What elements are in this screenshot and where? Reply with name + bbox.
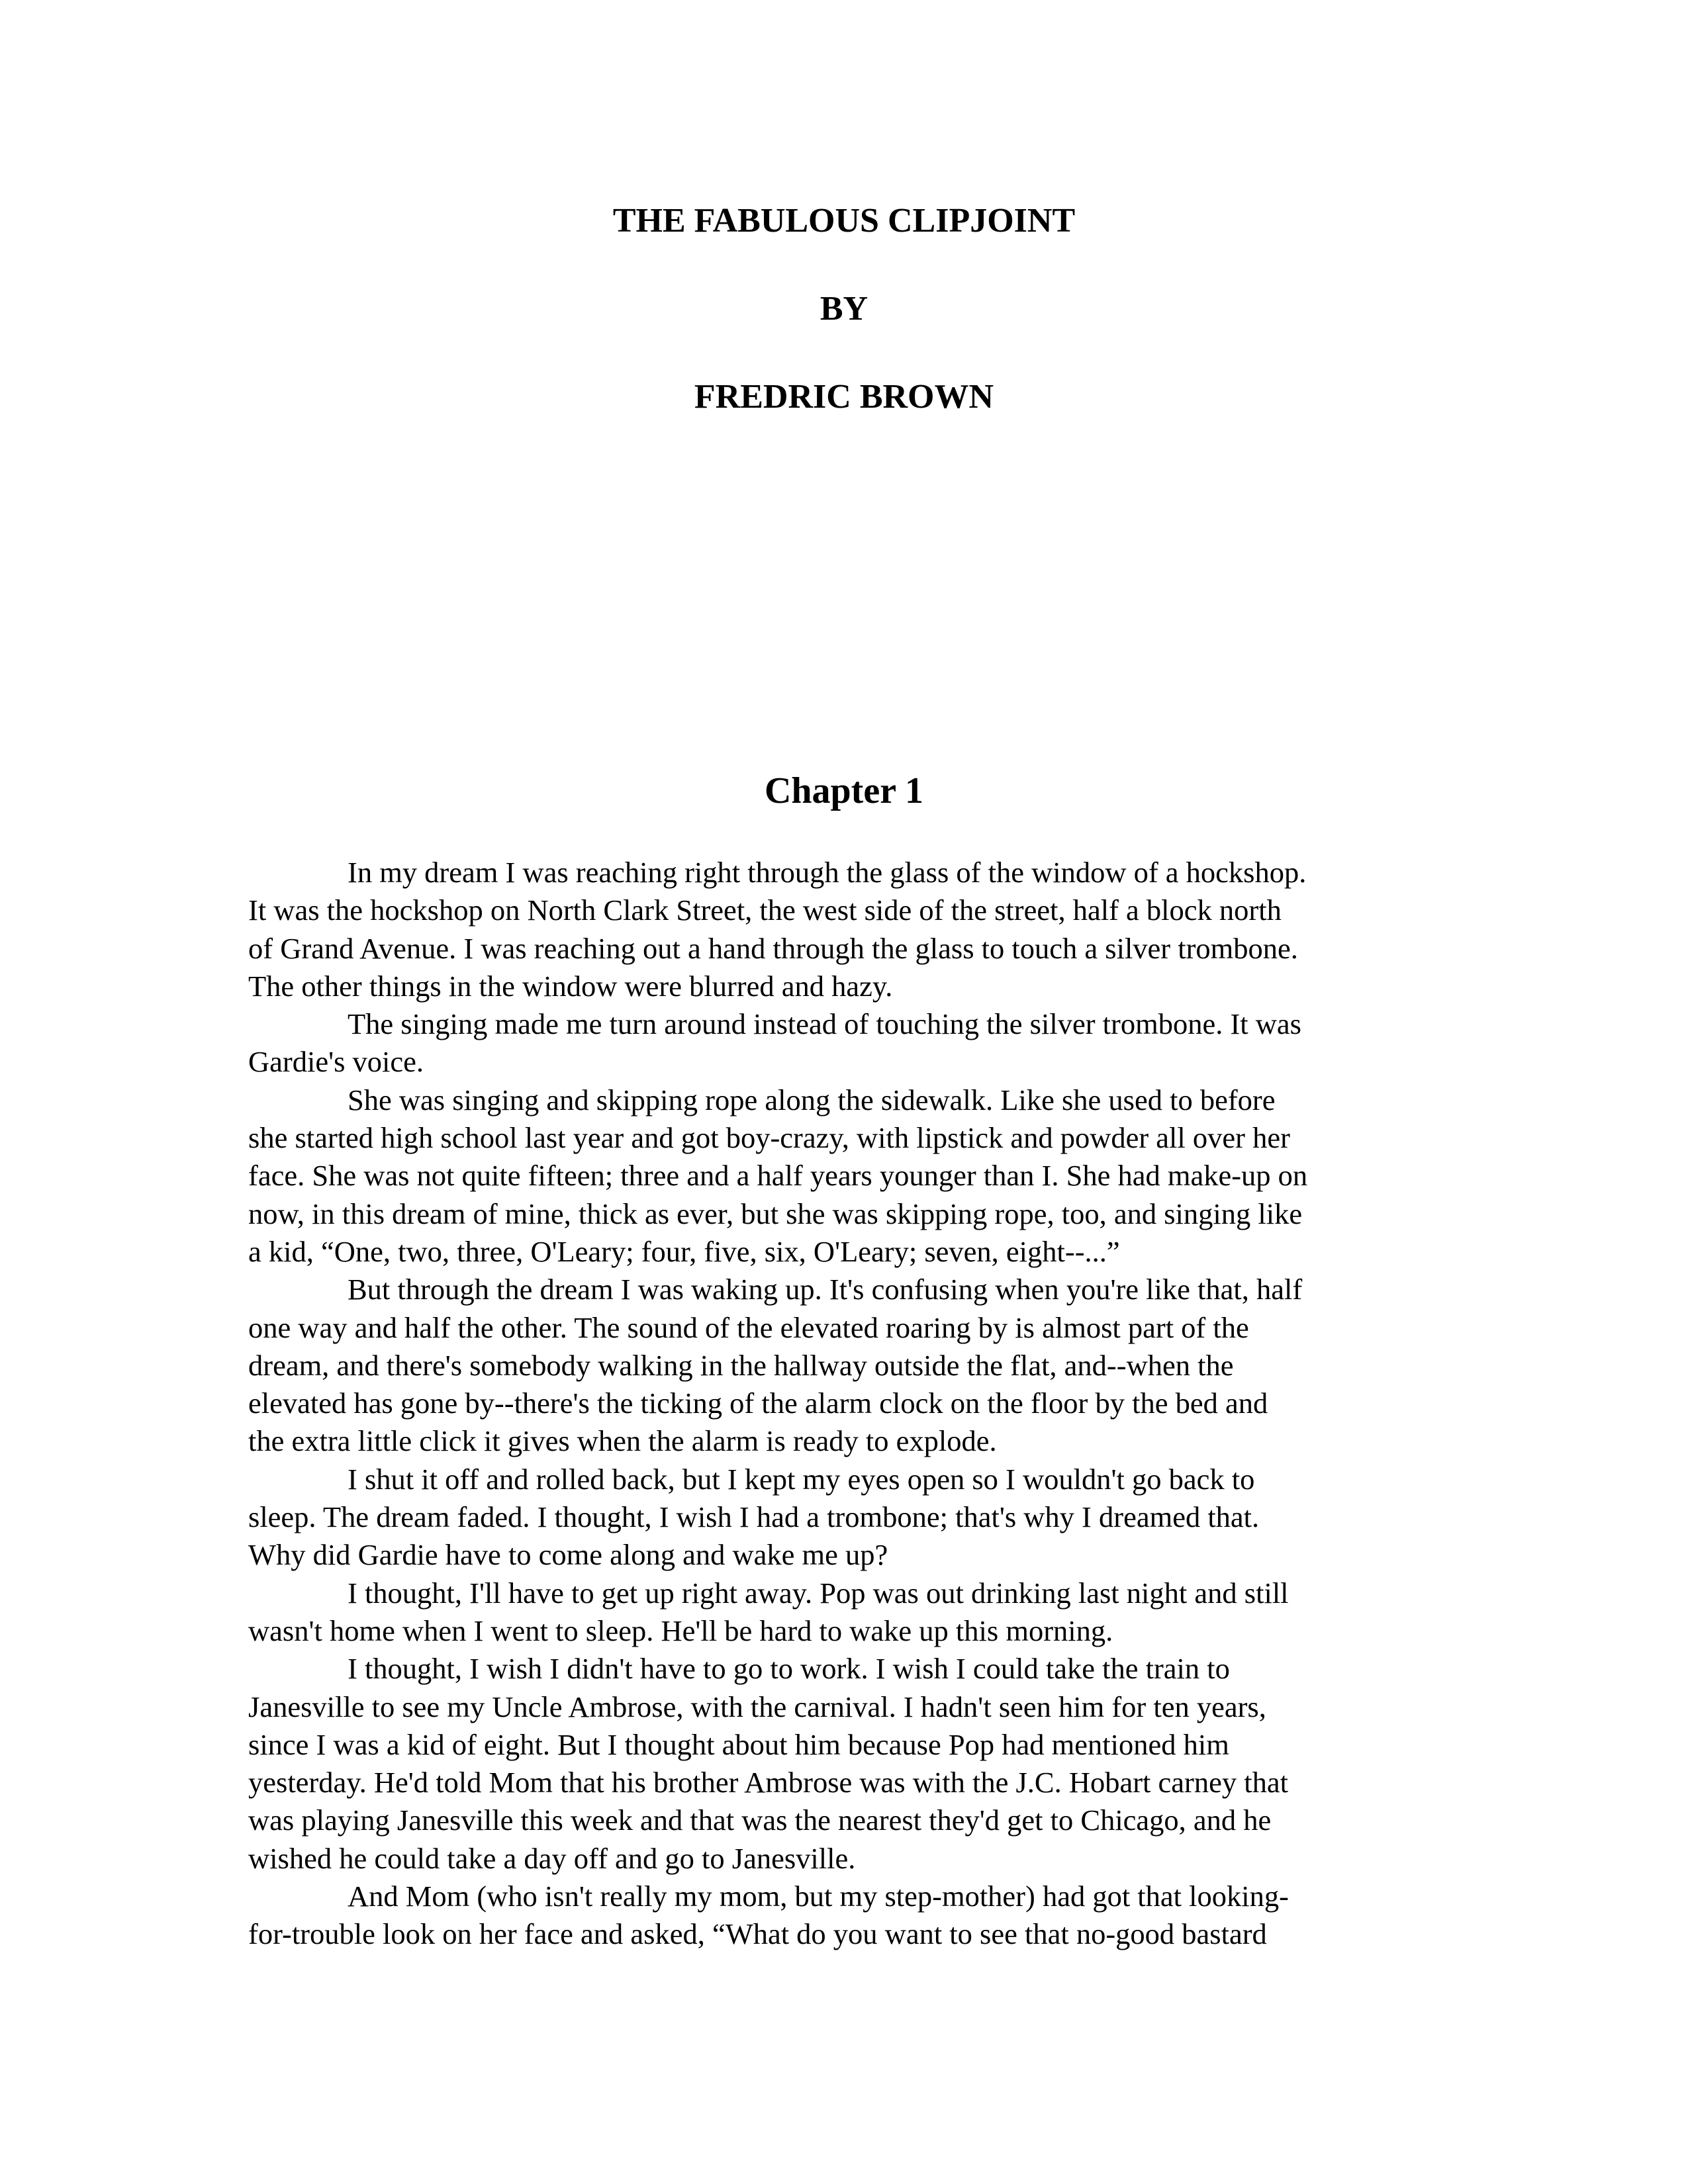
- text-line: was playing Janesville this week and that was the nearest they'd get to Chicago, and he: [248, 1803, 1272, 1837]
- text-line: sleep. The dream faded. I thought, I wish I had a trombone; that's why I dreamed that.: [248, 1500, 1260, 1534]
- text-line: The singing made me turn around instead of touching the silver trombone. It was: [348, 1007, 1301, 1041]
- byline-by: BY: [820, 290, 868, 328]
- text-line: since I was a kid of eight. But I thought about him because Pop had mentioned him: [248, 1727, 1229, 1761]
- text-line: face. She was not quite fifteen; three and a half years younger than I. She had make-up on: [248, 1159, 1308, 1193]
- chapter-body: [248, 854, 1440, 1954]
- text-line: And Mom (who isn't really my mom, but my step-mother) had got that looking-: [348, 1880, 1289, 1913]
- text-line: In my dream I was reaching right through the glass of the window of a hockshop.: [348, 856, 1307, 889]
- author-name: FREDRIC BROWN: [694, 378, 994, 416]
- text-line: for-trouble look on her face and asked, “What do you want to see that no-good bastard: [248, 1917, 1267, 1951]
- text-line: She was singing and skipping rope along the sidewalk. Like she used to before: [348, 1083, 1276, 1116]
- text-line: she started high school last year and got boy-crazy, with lipstick and powder all over her: [248, 1121, 1290, 1155]
- text-line: now, in this dream of mine, thick as ever, but she was skipping rope, too, and singing like: [248, 1197, 1303, 1230]
- text-line: Janesville to see my Uncle Ambrose, with the carnival. I hadn't seen him for ten years,: [248, 1690, 1266, 1723]
- text-line: yesterday. He'd told Mom that his brother Ambrose was with the J.C. Hobart carney that: [248, 1766, 1288, 1799]
- text-line: It was the hockshop on North Clark Street, the west side of the street, half a block north: [248, 893, 1282, 927]
- text-line: of Grand Avenue. I was reaching out a hand through the glass to touch a silver trombone.: [248, 931, 1298, 965]
- text-line: a kid, “One, two, three, O'Leary; four, five, six, O'Leary; seven, eight--...”: [248, 1234, 1120, 1268]
- text-line: But through the dream I was waking up. It's confusing when you're like that, half: [348, 1273, 1303, 1306]
- text-line: Why did Gardie have to come along and wake me up?: [248, 1538, 888, 1572]
- text-line: wasn't home when I went to sleep. He'll be hard to wake up this morning.: [248, 1614, 1113, 1647]
- text-line: dream, and there's somebody walking in the hallway outside the flat, and--when the: [248, 1348, 1234, 1382]
- chapter-heading: Chapter 1: [764, 770, 924, 811]
- text-line: Gardie's voice.: [248, 1045, 424, 1079]
- text-line: the extra little click it gives when the alarm is ready to explode.: [248, 1424, 997, 1458]
- text-line: I thought, I wish I didn't have to go to work. I wish I could take the train to: [348, 1652, 1230, 1686]
- text-line: I shut it off and rolled back, but I kept my eyes open so I wouldn't go back to: [348, 1462, 1255, 1496]
- text-line: elevated has gone by--there's the ticking of the alarm clock on the floor by the bed and: [248, 1387, 1268, 1420]
- text-line: I thought, I'll have to get up right away. Pop was out drinking last night and still: [348, 1576, 1289, 1610]
- text-line: wished he could take a day off and go to Janesville.: [248, 1841, 856, 1875]
- book-title: THE FABULOUS CLIPJOINT: [612, 202, 1076, 240]
- text-line: The other things in the window were blurred and hazy.: [248, 969, 893, 1003]
- text-line: one way and half the other. The sound of the elevated roaring by is almost part of the: [248, 1310, 1249, 1344]
